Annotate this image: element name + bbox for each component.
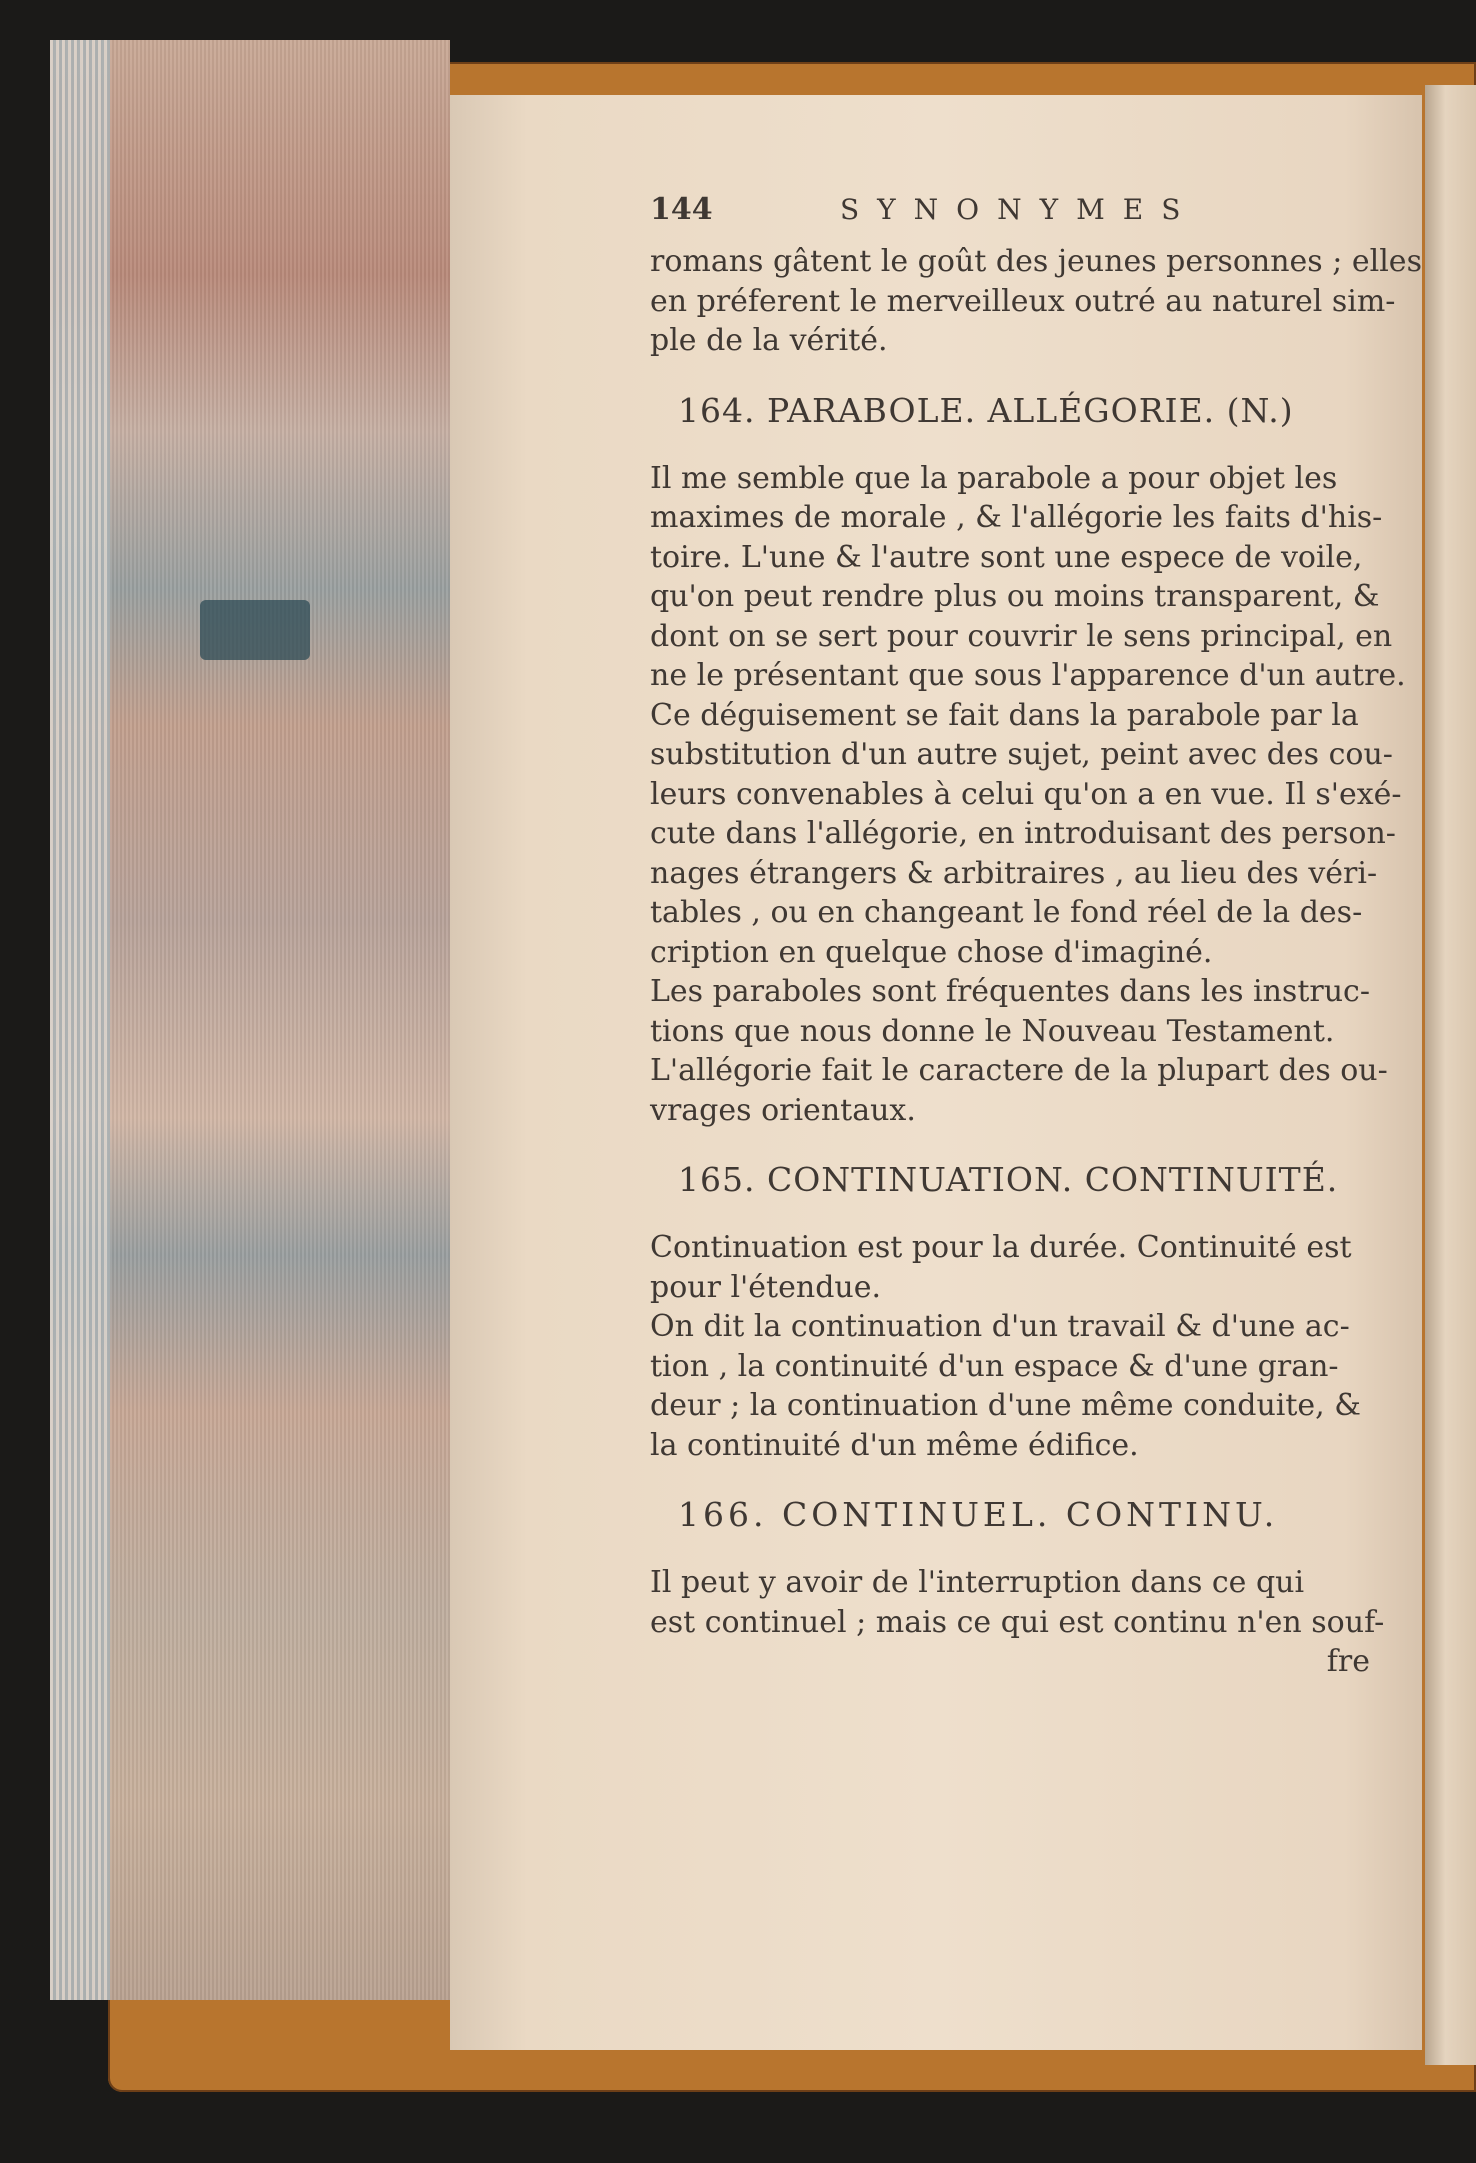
text-line: maximes de morale , & l'allégorie les faits d'his- [650,500,1383,535]
text-line: substitution d'un autre sujet, peint avec des cou- [650,737,1393,772]
page-number: 144 [650,192,713,227]
text-line: tables , ou en changeant le fond réel de la des- [650,895,1363,930]
section-heading: 165. CONTINUATION. CONTINUITÉ. [678,1160,1339,1199]
text-line: Les paraboles sont fréquentes dans les instruc- [650,974,1370,1009]
text-line: nages étrangers & arbitraires , au lieu des véri- [650,855,1378,891]
text-line: Il me semble que la parabole a pour objet les [650,460,1338,496]
text-line: fre [1326,1644,1370,1679]
text-line: toire. L'une & l'autre sont une espece de voile, [650,539,1363,575]
text-line: On dit la continuation d'un travail & d'une ac- [650,1309,1350,1344]
section-165 [650,1160,1370,1465]
text-line: ple de la vérité. [650,323,888,358]
text-line: Ce déguisement se fait dans la parabole par la [650,697,1359,733]
text-line: en préferent le merveilleux outré au naturel sim- [650,283,1396,319]
section-heading: 166. CONTINUEL. CONTINU. [678,1495,1279,1534]
text-line: ne le présentant que sous l'apparence d'un autre. [650,658,1406,693]
running-head [650,190,1370,242]
text-line: Continuation est pour la durée. Continuité est [650,1230,1352,1265]
section-heading: 164. PARABOLE. ALLÉGORIE. (N.) [678,390,1294,430]
text-line: L'allégorie fait le caractere de la plupart des ou- [650,1053,1388,1088]
text-line: tions que nous donne le Nouveau Testament. [650,1013,1335,1049]
text-line: la continuité d'un même édifice. [650,1427,1139,1463]
ink-blot [200,600,310,660]
page-edge-stripes [50,40,110,2000]
text-line: dont on se sert pour couvrir le sens principal, en [650,618,1393,654]
section-164 [650,390,1406,1131]
page-edges [50,40,450,2000]
text-line: cute dans l'allégorie, en introduisant des person- [650,816,1396,851]
text-line: romans gâtent le goût des jeunes personnes ; elles [650,244,1422,279]
text-line: tion , la continuité d'un espace & d'une gran- [650,1348,1339,1384]
text-line: est continuel ; mais ce qui est continu n'en souf- [650,1604,1385,1640]
text-line: cription en quelque chose d'imaginé. [650,934,1213,970]
text-line: qu'on peut rendre plus ou moins transparent, & [650,579,1380,614]
section-166 [650,1495,1385,1682]
text-line: vrages orientaux. [650,1092,916,1128]
intro-paragraph [650,242,1422,361]
text-line: pour l'étendue. [650,1269,882,1305]
page-text [650,190,1422,1682]
text-line: leurs convenables à celui qu'on a en vue. Il s'exé- [650,776,1402,812]
running-title: SYNONYMES [840,193,1199,226]
text-line: Il peut y avoir de l'interruption dans ce qui [650,1565,1305,1600]
text-line: deur ; la continuation d'une même conduite, & [650,1388,1361,1423]
facing-page-edge [1425,85,1476,2065]
